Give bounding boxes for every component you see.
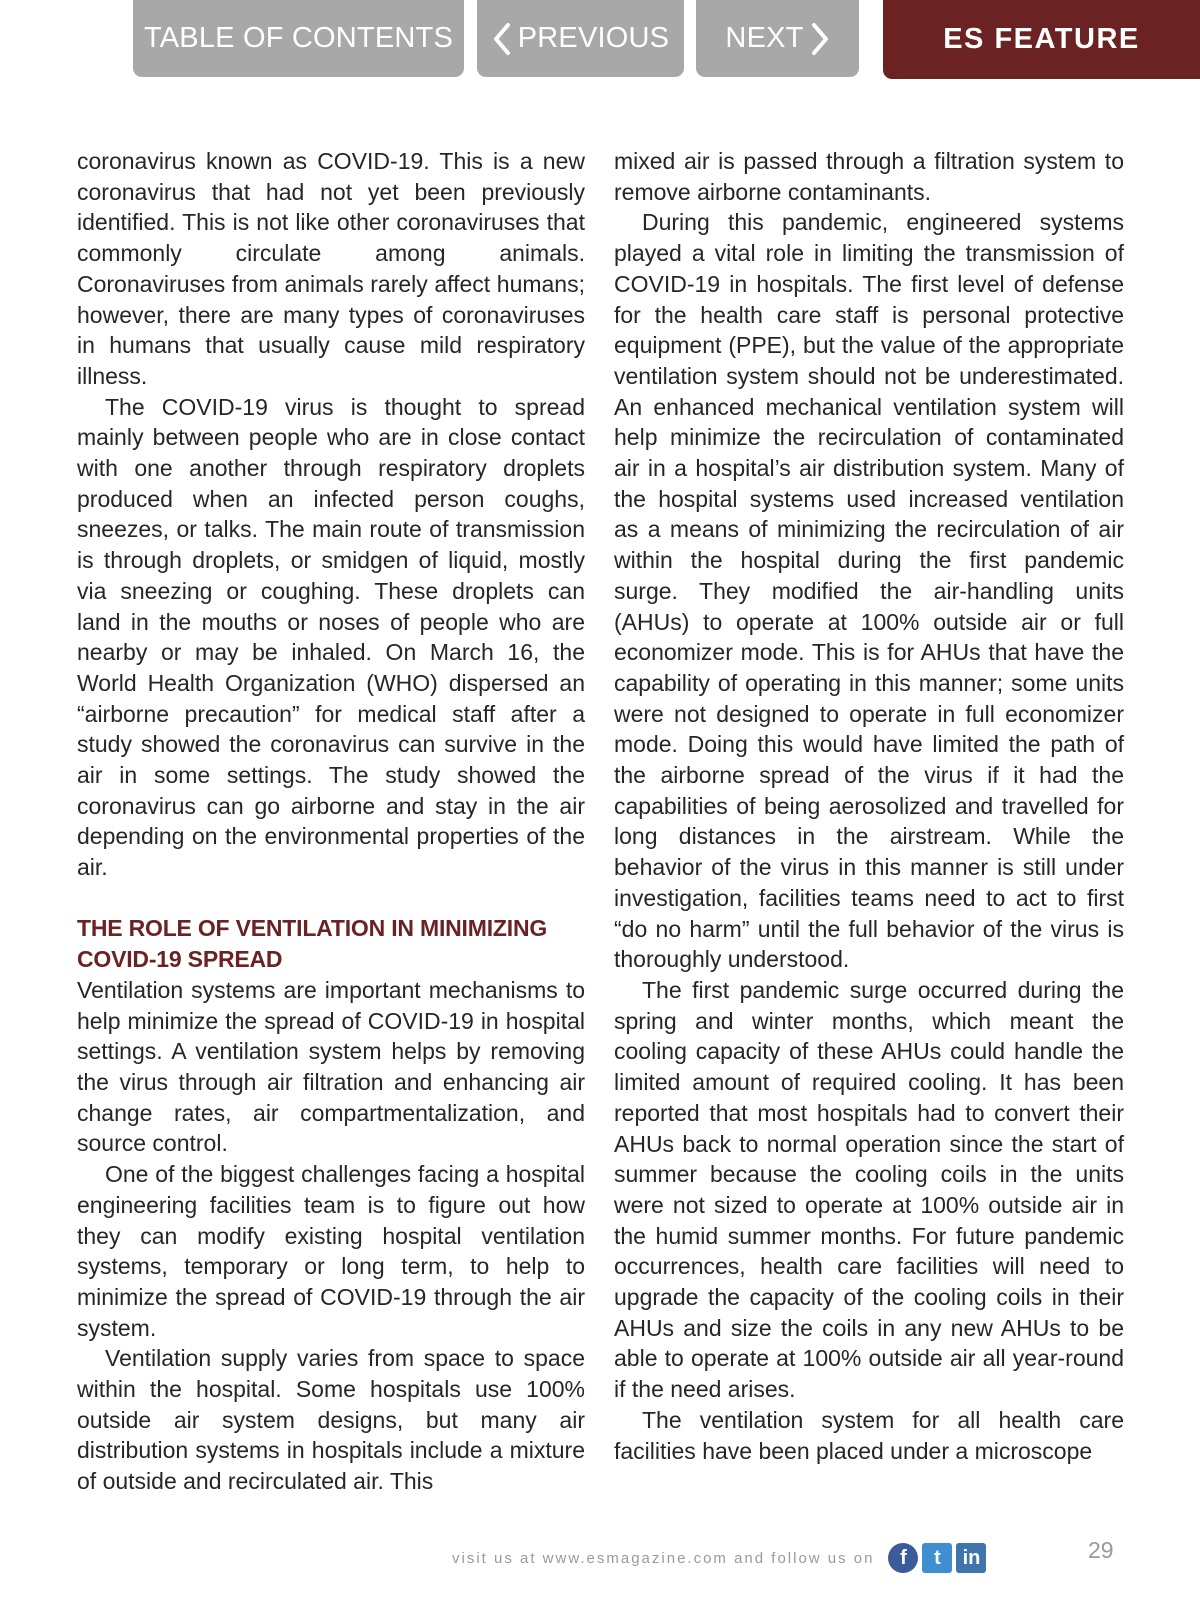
article-paragraph: coronavirus known as COVID-19. This is a new coronavirus that had not yet been previously identified. This is not like other coronaviruses that commonly circulate among animals. Coronaviruses from animals rarely affect humans; however, there are many types of coronaviruses in humans that usually cause mild respiratory illness. bbox=[77, 148, 585, 389]
article-paragraph: One of the biggest challenges facing a hospital engineering facilities team is to figure out how they can modify existing hospital ventilation systems, temporary or long term, to help to minimize the spread of COVID-19 through the air system. bbox=[77, 1161, 585, 1341]
next-button[interactable] bbox=[696, 0, 859, 77]
article-paragraph: Ventilation systems are important mechanisms to help minimize the spread of COVID-19 in hospital settings. A ventilation system helps by removing the virus through air filtration and enhancing air change rates, air compartmentalization, and source control. bbox=[77, 976, 585, 1157]
chevron-right-icon bbox=[810, 22, 830, 56]
footer bbox=[452, 1540, 986, 1576]
article-paragraph: Ventilation supply varies from space to space within the hospital. Some hospitals use 100% outside air system designs, but many air distribution systems in hospitals include a mixture of outside and recirculated air. This bbox=[77, 1345, 585, 1495]
section-tab-label: ES FEATURE bbox=[943, 23, 1140, 55]
article-paragraph: The first pandemic surge occurred during the spring and winter months, which meant the cooling capacity of these AHUs could handle the limited amount of required cooling. It has been reported that most hospitals had to convert their AHUs back to normal operation since the start of summer because the cooling coils in the units were not sized to operate at 100% outside air in the humid summer months. For future pandemic occurrences, health care facilities will need to upgrade the capacity of the cooling coils in their AHUs and size the coils in any new AHUs to be able to operate at 100% outside air all year-round if the need arises. bbox=[614, 976, 1124, 1403]
article-paragraph: mixed air is passed through a filtration system to remove airborne contaminants. bbox=[614, 148, 1124, 205]
article-column-right bbox=[614, 146, 1124, 1466]
article-paragraph: During this pandemic, engineered systems played a vital role in limiting the transmission of COVID-19 in hospitals. The first level of defense for the health care staff is personal protective equipment (PPE), but the value of the appropriate ventilation system should not be underestimated. An enhanced mechanical ventilation system will help minimize the recirculation of contaminated air in a hospital’s air distribution system. Many of the hospital systems used increased ventilation as a means of minimizing the recirculation of air within the hospital during the first pandemic surge. They modified the air-handling units (AHUs) to operate at 100% outside air or full economizer mode. This is for AHUs that have the capability of operating in this manner; some units were not designed to operate in full economizer mode. Doing this would have limited the path of the airborne spread of the virus if it had the capabilities of being aerosolized and travelled for long distances in the airstream. While the behavior of the virus in this manner is still under investigation, facilities teams need to act to first “do no harm” until the full behavior of the virus is thoroughly understood. bbox=[614, 209, 1124, 973]
article-column-left bbox=[77, 146, 585, 1497]
facebook-icon[interactable]: f bbox=[888, 1543, 918, 1573]
section-heading: THE ROLE OF VENTILATION IN MINIMIZING COVID-19 SPREAD bbox=[77, 914, 548, 972]
twitter-icon[interactable]: t bbox=[922, 1543, 952, 1573]
previous-button[interactable] bbox=[477, 0, 684, 77]
page-number: 29 bbox=[1088, 1537, 1114, 1563]
linkedin-icon[interactable]: in bbox=[956, 1543, 986, 1573]
article-paragraph: The COVID-19 virus is thought to spread mainly between people who are in close contact with one another through respiratory droplets produced when an infected person coughs, sneezes, or talks. The main route of transmission is through droplets, or smidgen of liquid, mostly via sneezing or coughing. These droplets can land in the mouths or noses of people who are nearby or may be inhaled. On March 16, the World Health Organization (WHO) dispersed an “airborne precaution” for medical staff after a study showed the coronavirus can survive in the air in some settings. The study showed the coronavirus can go airborne and stay in the air depending on the environmental properties of the air. bbox=[77, 393, 585, 881]
previous-label: PREVIOUS bbox=[517, 22, 670, 54]
footer-text: visit us at www.esmagazine.com and follow us on bbox=[452, 1549, 875, 1567]
table-of-contents-label: TABLE OF CONTENTS bbox=[143, 22, 453, 54]
chevron-left-icon bbox=[492, 22, 512, 56]
article-paragraph: The ventilation system for all health care facilities have been placed under a microscope bbox=[614, 1406, 1124, 1464]
section-tab bbox=[883, 0, 1200, 79]
table-of-contents-button[interactable] bbox=[133, 0, 464, 77]
next-label: NEXT bbox=[725, 22, 804, 54]
